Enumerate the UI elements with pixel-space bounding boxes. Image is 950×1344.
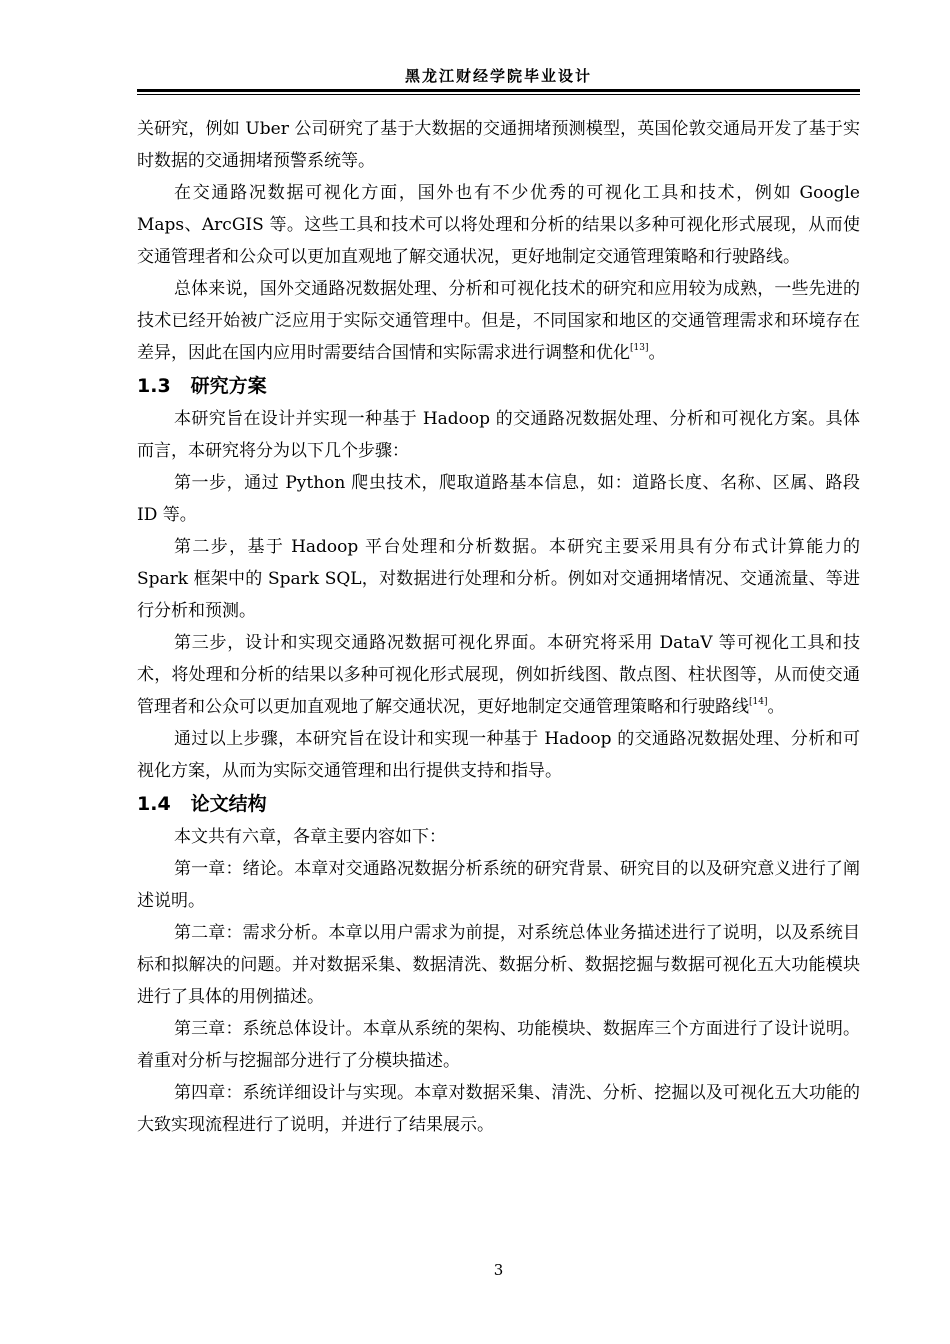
paragraph-2: 在交通路况数据可视化方面，国外也有不少优秀的可视化工具和技术，例如 Google Maps、ArcGIS 等。这些工具和技术可以将处理和分析的结果以多种可视化形式展现，从而使交通管理者和公众可以更加直观地了解交通状况，更好地制定交通管理策略和行驶路线。 xyxy=(137,183,860,267)
section-title-1-4: 论文结构 xyxy=(190,793,267,815)
body-content xyxy=(137,113,860,1141)
paragraph-13: 第四章：系统详细设计与实现。本章对数据采集、清洗、分析、挖掘以及可视化五大功能的大致实现流程进行了说明，并进行了结果展示。 xyxy=(137,1083,860,1135)
running-header: 黑龙江财经学院毕业设计 xyxy=(404,67,592,85)
paragraph-6: 第二步，基于 Hadoop 平台处理和分析数据。本研究主要采用具有分布式计算能力的 Spark 框架中的 Spark SQL，对数据进行处理和分析。例如对交通拥堵情况、交通流量、等进行分析和预测。 xyxy=(137,537,860,621)
paragraph-7-text: 第三步，设计和实现交通路况数据可视化界面。本研究将采用 DataV 等可视化工具和技术，将处理和分析的结果以多种可视化形式展现，例如折线图、散点图、柱状图等，从而使交通管理者和公众可以更加直观地了解交通状况，更好地制定交通管理策略和行驶路线 xyxy=(137,633,860,717)
section-heading-1-3 xyxy=(137,369,860,403)
paragraph-8: 通过以上步骤，本研究旨在设计和实现一种基于 Hadoop 的交通路况数据处理、分析和可视化方案，从而为实际交通管理和出行提供支持和指导。 xyxy=(137,729,860,781)
paragraph-3 xyxy=(137,273,860,369)
paragraph-9: 本文共有六章，各章主要内容如下： xyxy=(174,827,446,847)
paragraph-10: 第一章：绪论。本章对交通路况数据分析系统的研究背景、研究目的以及研究意义进行了阐述说明。 xyxy=(137,859,860,911)
paragraph-12: 第三章：系统总体设计。本章从系统的架构、功能模块、数据库三个方面进行了设计说明。着重对分析与挖掘部分进行了分模块描述。 xyxy=(137,1019,860,1071)
page-number: 3 xyxy=(493,1261,504,1279)
citation-13: [13] xyxy=(630,343,649,353)
paragraph-11: 第二章：需求分析。本章以用户需求为前提，对系统总体业务描述进行了说明，以及系统目标和拟解决的问题。并对数据采集、数据清洗、数据分析、数据挖掘与数据可视化五大功能模块进行了具体的用例描述。 xyxy=(137,923,860,1007)
section-number-1-4: 1.4 xyxy=(137,793,171,815)
header-rule-thick xyxy=(137,89,860,92)
paragraph-3-end: 。 xyxy=(648,343,666,363)
section-heading-1-4 xyxy=(137,787,860,821)
paragraph-3-text: 总体来说，国外交通路况数据处理、分析和可视化技术的研究和应用较为成熟，一些先进的技术已经开始被广泛应用于实际交通管理中。但是，不同国家和地区的交通管理需求和环境存在差异，因此在国内应用时需要结合国情和实际需求进行调整和优化 xyxy=(137,279,860,363)
paragraph-4: 本研究旨在设计并实现一种基于 Hadoop 的交通路况数据处理、分析和可视化方案。具体而言，本研究将分为以下几个步骤： xyxy=(137,409,860,461)
section-number-1-3: 1.3 xyxy=(137,375,171,397)
citation-14: [14] xyxy=(749,697,768,707)
header-rule-thin xyxy=(137,94,860,95)
section-title-1-3: 研究方案 xyxy=(190,375,267,397)
paragraph-7-end: 。 xyxy=(767,697,785,717)
paragraph-5: 第一步，通过 Python 爬虫技术，爬取道路基本信息，如：道路长度、名称、区属、路段 ID 等。 xyxy=(137,473,860,525)
paragraph-7 xyxy=(137,627,860,723)
paragraph-1: 关研究，例如 Uber 公司研究了基于大数据的交通拥堵预测模型，英国伦敦交通局开发了基于实时数据的交通拥堵预警系统等。 xyxy=(137,119,860,171)
